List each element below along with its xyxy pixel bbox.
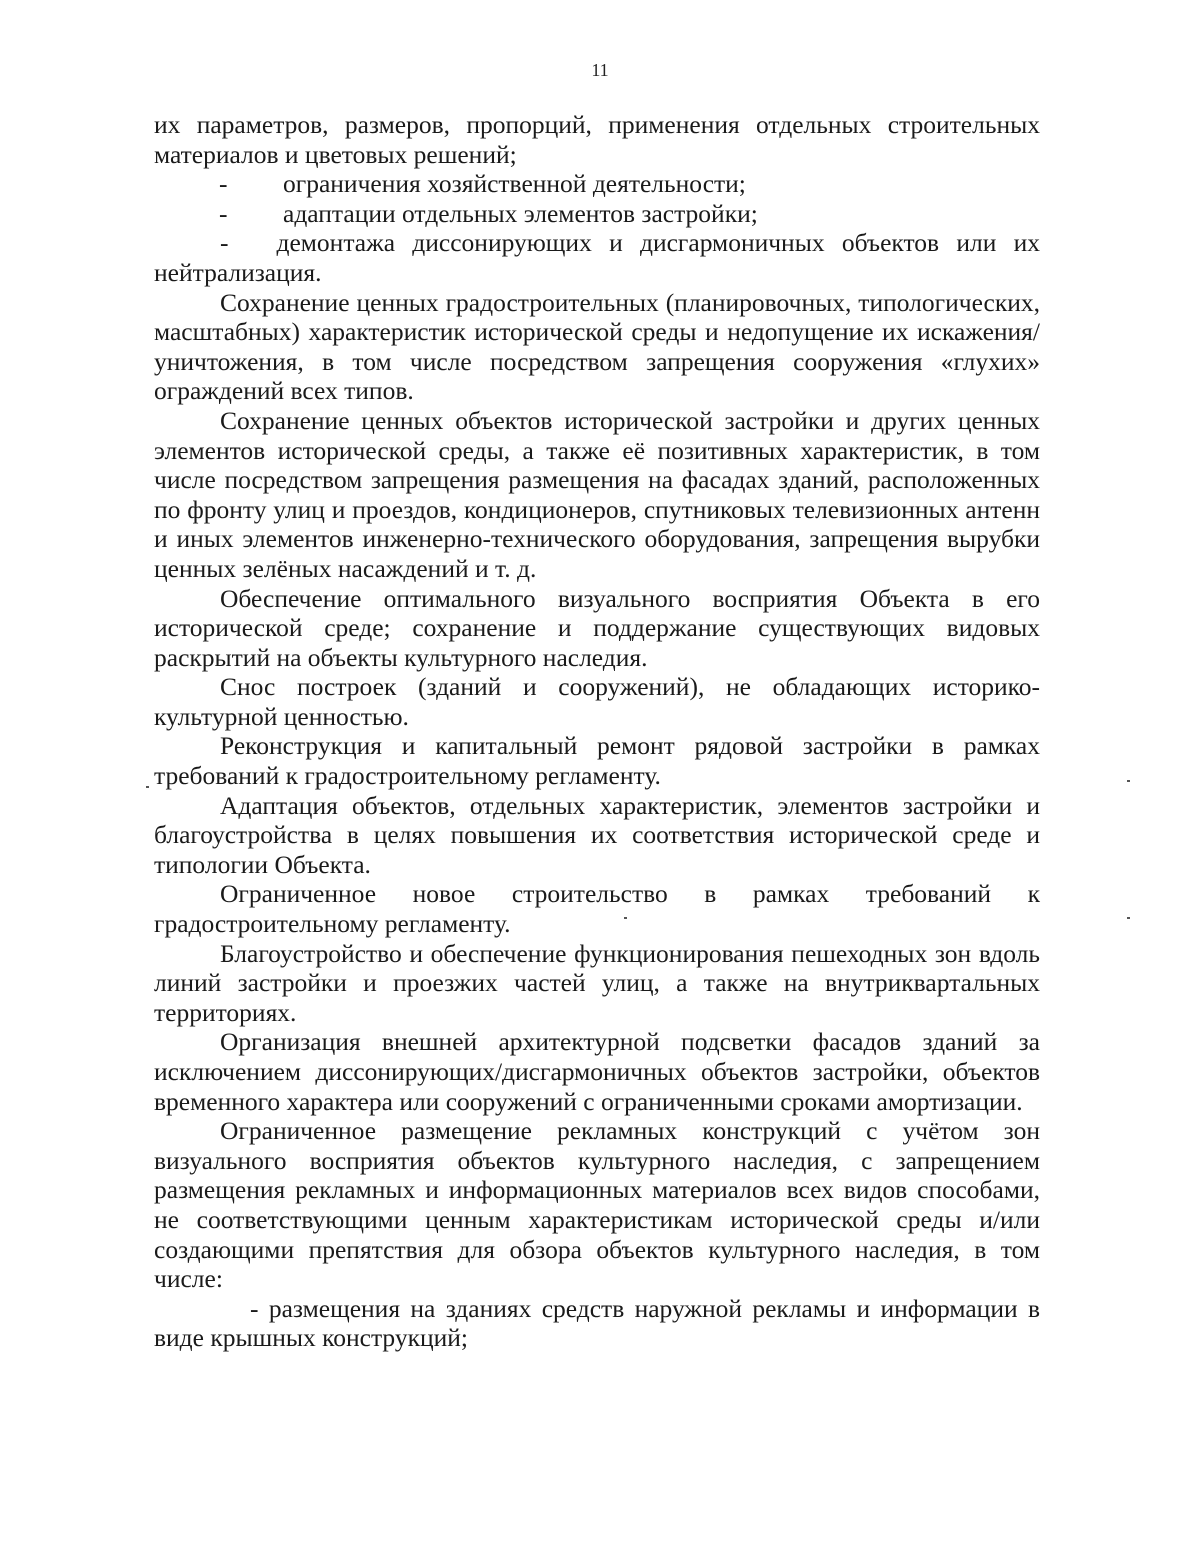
scan-speck [1127, 780, 1130, 782]
dash-marker: - [219, 198, 228, 228]
paragraph: Снос построек (зданий и сооружений), не обладающих историко-культурной ценностью. [154, 672, 1040, 731]
document-body [154, 110, 1040, 1353]
paragraph: Ограниченное размещение рекламных конструкций с учётом зон визуального восприятия объектов культурного наследия, с запрещением размещения рекламных и информационных материалов всех видов способами, не соответствующими ценным характеристикам исторической среды и/или создающими препятствия для обзора объектов культурного наследия, в том числе: [154, 1116, 1040, 1294]
list-item [154, 169, 1040, 199]
paragraph: Ограниченное новое строительство в рамках требований к градостроительному регламенту. [154, 879, 1040, 939]
list-item-text: демонтажа диссонирующих и дисгармоничных объектов или их нейтрализация. [154, 228, 1040, 287]
paragraph: Сохранение ценных объектов исторической застройки и других ценных элементов исторической среды, а также её позитивных характеристик, в том числе посредством запрещения размещения на фасадах зданий, расположенных по фронту улиц и проездов, кондиционеров, спутниковых телевизионных антенн и иных элементов инженерно-технического оборудования, запрещения вырубки ценных зелёных насаждений и т. д. [154, 405, 1040, 583]
page-number: 11 [591, 60, 609, 80]
paragraph: Обеспечение оптимального визуального восприятия Объекта в его исторической среде; сохранение и поддержание существующих видовых раскрытий на объекты культурного наследия. [154, 583, 1040, 672]
paragraph: Адаптация объектов, отдельных характеристик, элементов застройки и благоустройства в целях повышения их соответствия исторической среде и типологии Объекта. [154, 790, 1040, 879]
paragraph: Благоустройство и обеспечение функционирования пешеходных зон вдоль линий застройки и проезжих частей улиц, а также на внутриквартальных территориях. [154, 938, 1040, 1027]
list-item-text: адаптации отдельных элементов застройки; [283, 198, 758, 228]
list-item-text: ограничения хозяйственной деятельности; [283, 169, 746, 199]
list-item-wrapped [154, 228, 1040, 287]
paragraph: Сохранение ценных градостроительных (планировочных, типологических, масштабных) характеристик исторической среды и недопущение их искажения/уничтожения, в том числе посредством запрещения сооружения «глухих» ограждений всех типов. [154, 287, 1040, 406]
paragraph: Реконструкция и капитальный ремонт рядовой застройки в рамках требований к градостроительному регламенту. [154, 731, 1040, 791]
dash-marker: - [219, 169, 228, 199]
paragraph: Организация внешней архитектурной подсветки фасадов зданий за исключением диссонирующих/дисгармоничных объектов застройки, объектов временного характера или сооружений с ограниченными сроками амортизации. [154, 1027, 1040, 1116]
paragraph-continuation: их параметров, размеров, пропорций, применения отдельных строительных материалов и цветовых решений; [154, 110, 1040, 169]
list-item: - размещения на зданиях средств наружной рекламы и информации в виде крышных конструкций; [154, 1293, 1040, 1353]
dash-marker: - [220, 228, 229, 258]
list-item [154, 199, 1040, 229]
scan-speck [146, 786, 149, 788]
scan-speck [624, 917, 627, 919]
scan-speck [1127, 917, 1130, 919]
